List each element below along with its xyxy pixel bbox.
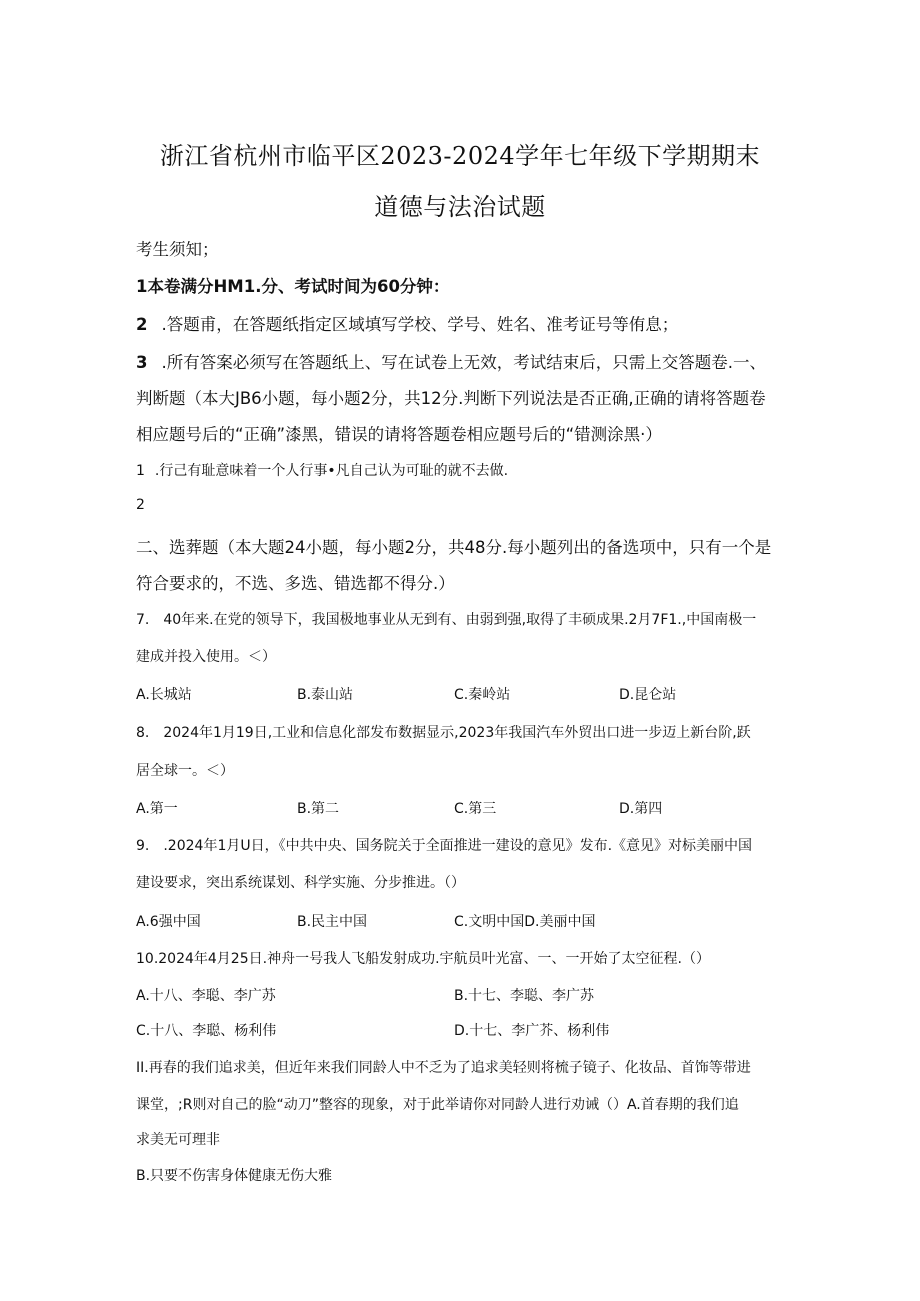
question-7-option-c: C.秦岭站 — [454, 687, 511, 703]
notice-item-2-num: 2 — [136, 315, 148, 334]
question-7-line1 — [136, 609, 756, 629]
question-9-text: .2024年1月U日，《中共中央、国务院关于全面推进一建设的意见》发布.《意见》对标美丽中国 — [163, 838, 753, 854]
question-11-line3: 求美无可理非 — [136, 1132, 220, 1148]
question-8-line1 — [136, 722, 751, 742]
question-8-option-b: B.第二 — [297, 801, 340, 817]
question-10-option-a: A.十八、李聪、李广苏 — [136, 988, 276, 1004]
question-8-num: 8. — [136, 725, 150, 741]
notice-item-3 — [136, 349, 766, 373]
question-8-option-a: A.第一 — [136, 801, 178, 817]
judge-q1-num: 1 — [136, 463, 145, 479]
question-7-text: 40年来.在党的领导下，我国极地事业从无到有、由弱到强,取得了丰硕成果.2月7F1.,中国南极一 — [163, 612, 757, 628]
question-11-line4: B.只要不伤害身体健康无伤大雅 — [136, 1168, 333, 1184]
question-8-text: 2024年1月19日,工业和信息化部发布数据显示,2023年我国汽车外贸出口进一步迈上新台阶,跃 — [163, 725, 751, 741]
question-8-option-c: C.第三 — [454, 801, 497, 817]
question-7-option-d: D.昆仑站 — [619, 687, 677, 703]
question-10-option-c: C.十八、李聪、杨利伟 — [136, 1023, 277, 1039]
question-9-option-a: A.6强中国 — [136, 914, 201, 930]
question-7-option-b: B.泰山站 — [297, 687, 354, 703]
notice-item-2-text: .答题甫，在答题纸指定区域填写学校、学号、姓名、准考证号等侑息； — [161, 315, 679, 334]
notice-heading: 考生须知； — [136, 240, 219, 259]
question-7-num: 7. — [136, 612, 150, 628]
question-10-option-b: B.十七、李聪、李广苏 — [454, 988, 595, 1004]
notice-item-1 — [136, 273, 449, 297]
section2-heading-line2: 符合要求的，不选、多选、错选都不得分.） — [136, 574, 455, 593]
question-8-line2: 居全球一。＜） — [136, 763, 234, 779]
notice-item-3-text: .所有答案必须写在答题纸上、写在试卷上无效，考试结束后，只需上交答题卷.一、 — [161, 353, 766, 372]
section2-heading-line1: 二、选葬题（本大题24小题，每小题2分，共48分.每小题列出的备选项中，只有一个是 — [136, 538, 772, 557]
question-9-option-cd: C.文明中国D.美丽中国 — [454, 914, 596, 930]
question-7-line2: 建成并投入使用。＜） — [136, 649, 276, 665]
exam-title-line2: 道德与法治试题 — [374, 193, 546, 221]
question-11-line1: II.再春的我们追求美，但近年来我们同龄人中不乏为了追求美轻则将梳子镜子、化妆品、首饰等带进 — [136, 1060, 751, 1076]
notice-item-3-num: 3 — [136, 353, 148, 372]
question-10-option-d: D.十七、李广芥、杨利伟 — [454, 1023, 610, 1039]
section1-heading-line2: 判断题（本大JB6小题，每小题2分，共12分.判断下列说法是否正确,正确的请将答题卷 — [136, 389, 766, 408]
judge-q1-text: .行己有耻意味着一个人行事•凡自己认为可耻的就不去做. — [154, 463, 509, 479]
exam-title-line1: 浙江省杭州市临平区2023-2024学年七年级下学期期末 — [159, 142, 761, 170]
question-11-line2: 课堂，;R则对自己的脸“动刀”整容的现象，对于此举请你对同龄人进行劝诫（）A.首春期的我们追 — [136, 1097, 739, 1113]
question-9-line2: 建设要求，突出系统谋划、科学实施、分步推进。（） — [136, 875, 465, 891]
notice-item-2 — [136, 311, 678, 335]
section1-heading-line3: 相应题号后的“正确”漆黑，错误的请将答题卷相应题号后的“错测涂黑·） — [136, 425, 662, 444]
question-9-num: 9. — [136, 838, 150, 854]
judge-question-2-num: 2 — [136, 497, 145, 513]
question-7-option-a: A.长城站 — [136, 687, 192, 703]
question-10-line1: 10.2024年4月25日.神舟一号我人飞船发射成功.宇航员叶光富、一、一开始了太空征程.（） — [136, 951, 710, 967]
judge-question-1 — [136, 460, 508, 480]
question-9-line1 — [136, 835, 752, 855]
question-8-option-d: D.第四 — [619, 801, 663, 817]
notice-item-1-text: 1本卷满分HM1.分、考试时间为60分钟： — [136, 277, 450, 296]
question-9-option-b: B.民主中国 — [297, 914, 368, 930]
